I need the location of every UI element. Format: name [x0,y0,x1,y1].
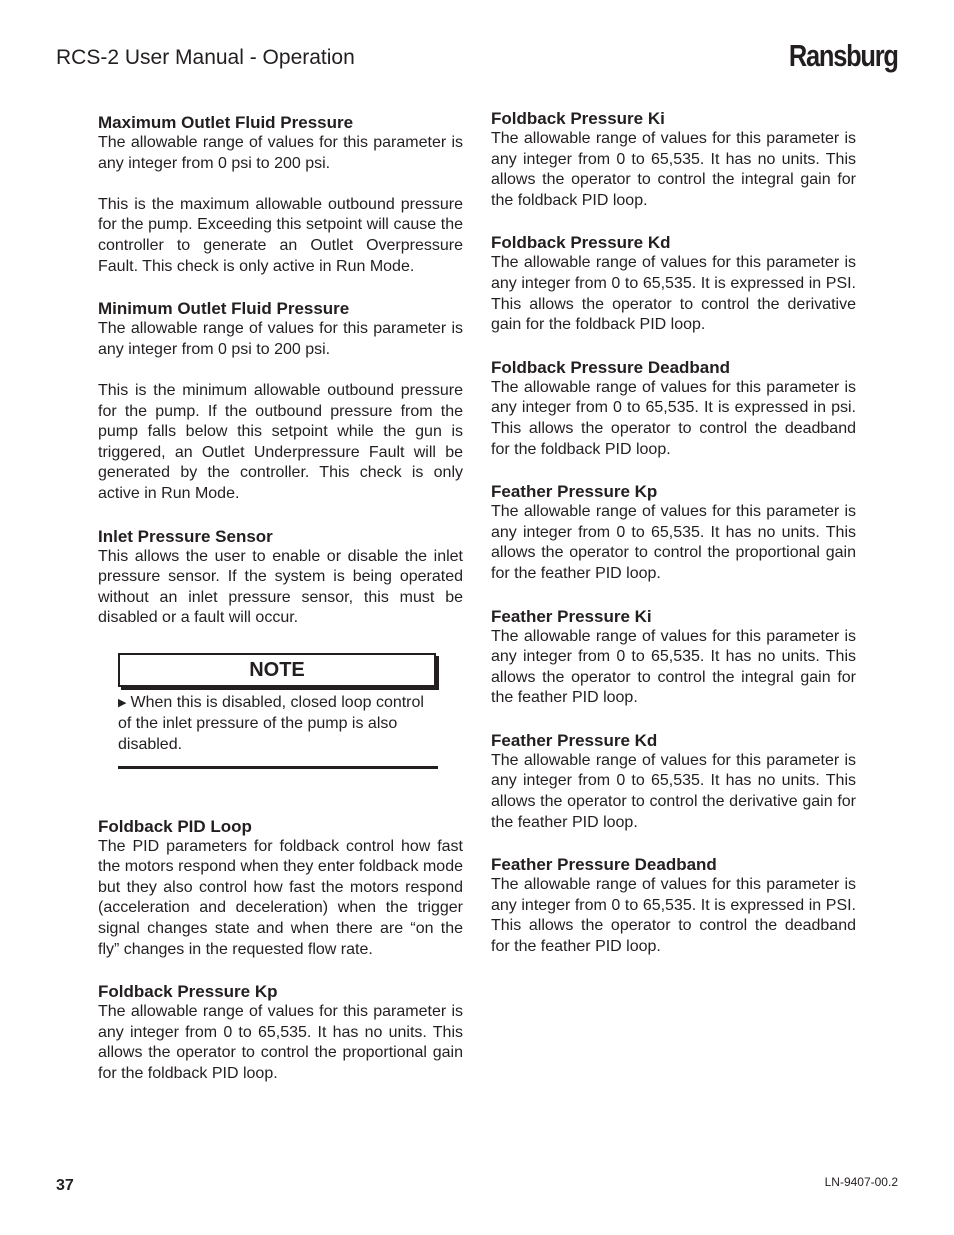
page-number: 37 [56,1177,74,1194]
parameter-section [491,108,856,211]
section-paragraph: This is the maximum allowable outbound pressure for the pump. Exceeding this setpoint will cause the controller to generate an Outlet Overpressure Fault. This check is only active in Run Mode. [98,195,463,275]
section-paragraph: This is the minimum allowable outbound pressure for the pump. If the outbound pressure from the pump falls below this setpoint while the gun is triggered, an Outlet Underpressure Fault will be generated by the controller. This check is only active in Run Mode. [98,381,463,502]
section-spacer [491,585,856,606]
section-paragraph: The allowable range of values for this parameter is any integer from 0 to 65,535. It is expressed in PSI. This allows the operator to control the deadband for the feather PID loop. [491,876,856,956]
parameter-section [491,730,856,833]
section-spacer [98,505,463,526]
section-spacer [491,460,856,481]
left-sections [98,112,463,629]
section-heading: Foldback Pressure Deadband [491,357,731,377]
section-heading: Feather Pressure Deadband [491,855,717,875]
section-spacer [98,277,463,298]
section-heading: Feather Pressure Kp [491,482,658,502]
section-spacer [491,709,856,730]
note-body: When this is disabled, closed loop control of the inlet pressure of the pump is also disabled. [118,693,424,754]
parameter-section [98,112,463,277]
section-paragraph: The PID parameters for foldback control how fast the motors respond when they enter foldback mode but they also control how fast the motors respond (acceleration and deceleration) when the trigger signal changes state and when there are “on the fly” changes in the requested flow rate. [98,837,463,958]
section-paragraph: The allowable range of values for this parameter is any integer from 0 psi to 200 psi. [98,134,463,172]
note-box [118,653,438,769]
note-text-block [118,693,433,756]
section-paragraph: The allowable range of values for this parameter is any integer from 0 psi to 200 psi. [98,320,463,358]
section-paragraph: The allowable range of values for this parameter is any integer from 0 to 65,535. It has no units. This allows the operator to control the integral gain for the feather PID loop. [491,627,856,707]
section-paragraph: The allowable range of values for this parameter is any integer from 0 to 65,535. It is expressed in PSI. This allows the operator to control the derivative gain for the foldback PID loop. [491,254,856,334]
right-sections [491,108,856,958]
parameter-section [98,981,463,1084]
parameter-section [491,232,856,335]
parameter-section [491,854,856,957]
bullet-arrow-icon: ▶ [118,696,127,709]
section-spacer [491,833,856,854]
section-paragraph: This allows the user to enable or disable the inlet pressure sensor. If the system is being operated without an inlet pressure sensor, this must be disabled or a fault will occur. [98,547,463,627]
parameter-section [98,526,463,629]
document-code: LN-9407-00.2 [824,1175,898,1189]
parameter-section [491,481,856,584]
note-title: NOTE [118,653,436,687]
note-bottom-rule [118,766,438,769]
section-paragraph: The allowable range of values for this parameter is any integer from 0 to 65,535. It has no units. This allows the operator to control the derivative gain for the feather PID loop. [491,751,856,831]
section-heading: Inlet Pressure Sensor [98,526,273,546]
section-paragraph: The allowable range of values for this parameter is any integer from 0 to 65,535. It has no units. This allows the operator to control the proportional gain for the feather PID loop. [491,503,856,582]
section-heading: Minimum Outlet Fluid Pressure [98,299,350,319]
brand-logo: Ransburg [789,38,898,73]
parameter-section [491,606,856,709]
left-sections-after-note [98,816,463,1085]
section-heading: Maximum Outlet Fluid Pressure [98,113,354,132]
section-spacer [491,211,856,232]
section-heading: Feather Pressure Kd [491,730,658,750]
section-heading: Foldback Pressure Ki [491,109,665,128]
parameter-section [98,298,463,504]
parameter-section [491,357,856,460]
section-heading: Feather Pressure Ki [491,606,652,626]
section-heading: Foldback Pressure Kd [491,233,671,253]
section-heading: Foldback PID Loop [98,816,252,836]
parameter-section [98,816,463,961]
section-spacer [491,336,856,357]
section-heading: Foldback Pressure Kp [98,982,278,1002]
left-column [98,112,463,1085]
right-column [491,108,856,958]
section-spacer [98,960,463,981]
manual-title: RCS-2 User Manual - Operation [56,46,355,69]
section-paragraph: The allowable range of values for this parameter is any integer from 0 to 65,535. It is expressed in psi. This allows the operator to control the deadband for the foldback PID loop. [491,378,856,458]
section-paragraph: The allowable range of values for this parameter is any integer from 0 to 65,535. It has no units. This allows the operator to control the integral gain for the foldback PID loop. [491,130,856,209]
section-paragraph: The allowable range of values for this parameter is any integer from 0 to 65,535. It has no units. This allows the operator to control the proportional gain for the foldback PID loop. [98,1003,463,1082]
